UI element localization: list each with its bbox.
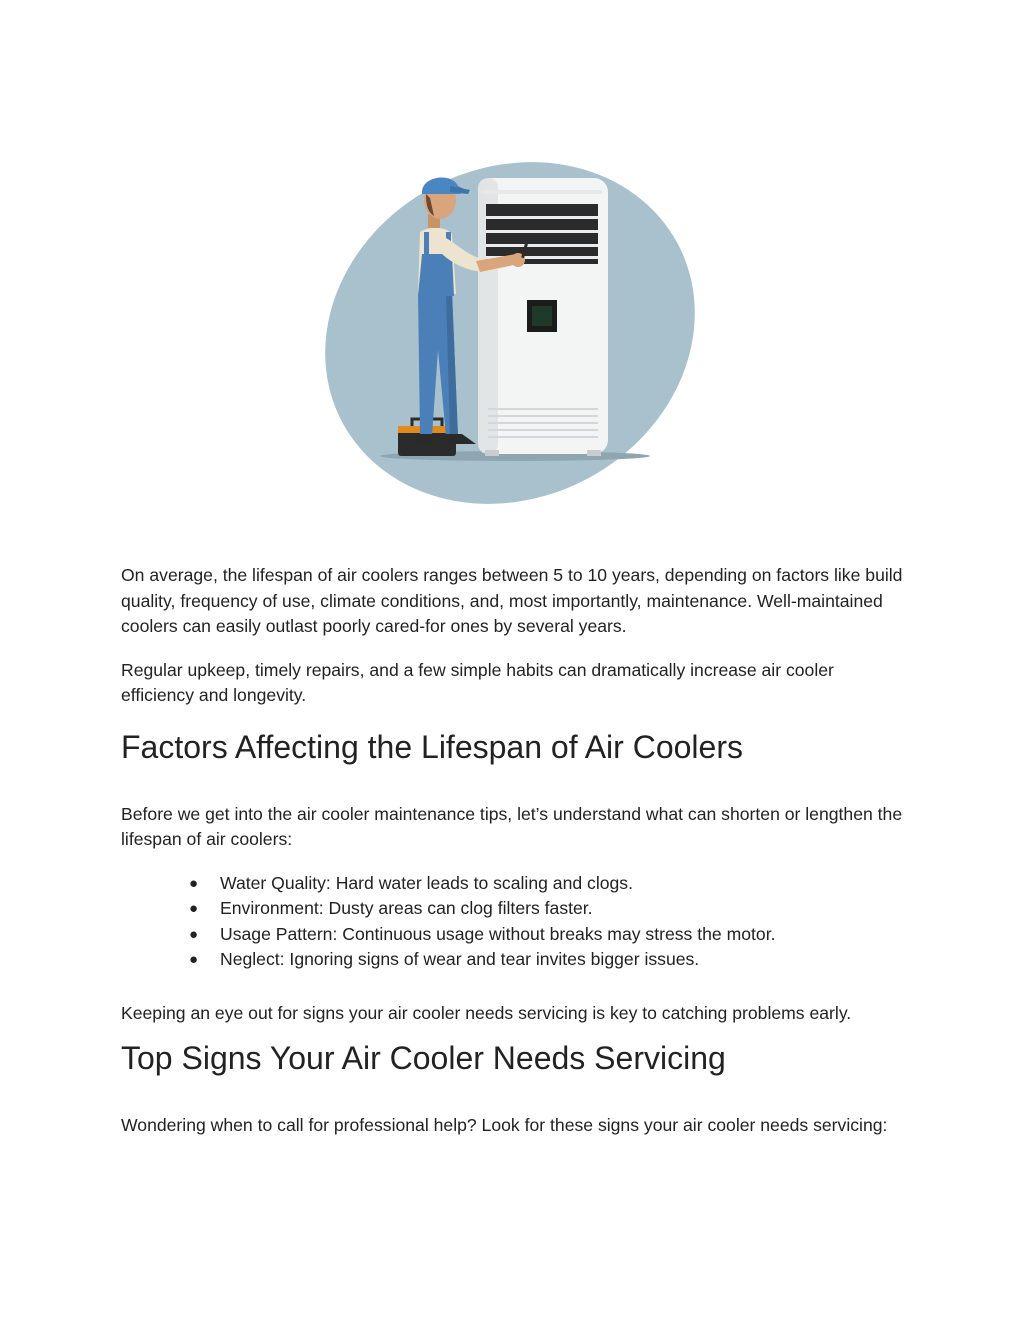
signs-heading: Top Signs Your Air Cooler Needs Servicing <box>121 1040 726 1076</box>
list-item: ● Usage Pattern: Continuous usage without breaks may stress the motor. <box>189 922 911 948</box>
intro-paragraph: On average, the lifespan of air coolers ranges between 5 to 10 years, depending on factors like build quality, frequency of use, climate conditions, and, most importantly, maintenance. Well-maintained coolers can easily outlast poorly cared-for ones by several years. <box>121 565 903 636</box>
article-body <box>121 563 911 1157</box>
signs-intro-paragraph: Keeping an eye out for signs your air cooler needs servicing is key to catching problems early. <box>121 1002 852 1023</box>
factors-list <box>121 871 911 973</box>
bullet-icon: ● <box>189 900 199 917</box>
help-paragraph: Wondering when to call for professional help? Look for these signs your air cooler needs servicing: <box>121 1115 888 1135</box>
upkeep-paragraph: Regular upkeep, timely repairs, and a few simple habits can dramatically increase air cooler efficiency and longevity. <box>121 659 834 705</box>
bullet-icon: ● <box>189 874 199 892</box>
factors-heading: Factors Affecting the Lifespan of Air Coolers <box>121 728 743 765</box>
list-item: ● Neglect: Ignoring signs of wear and tear invites bigger issues. <box>189 947 911 973</box>
bullet-icon: ● <box>189 925 199 943</box>
list-item: ● Water Quality: Hard water leads to scaling and clogs. <box>189 871 911 897</box>
technician-servicing-air-cooler-illustration <box>300 150 720 520</box>
air-cooler-icon <box>478 178 608 456</box>
bullet-icon: ● <box>189 951 199 968</box>
list-item: ● Environment: Dusty areas can clog filters faster. <box>189 896 911 922</box>
factors-intro-paragraph: Before we get into the air cooler maintenance tips, let’s understand what can shorten or lengthen the lifespan of air coolers: <box>121 803 903 849</box>
